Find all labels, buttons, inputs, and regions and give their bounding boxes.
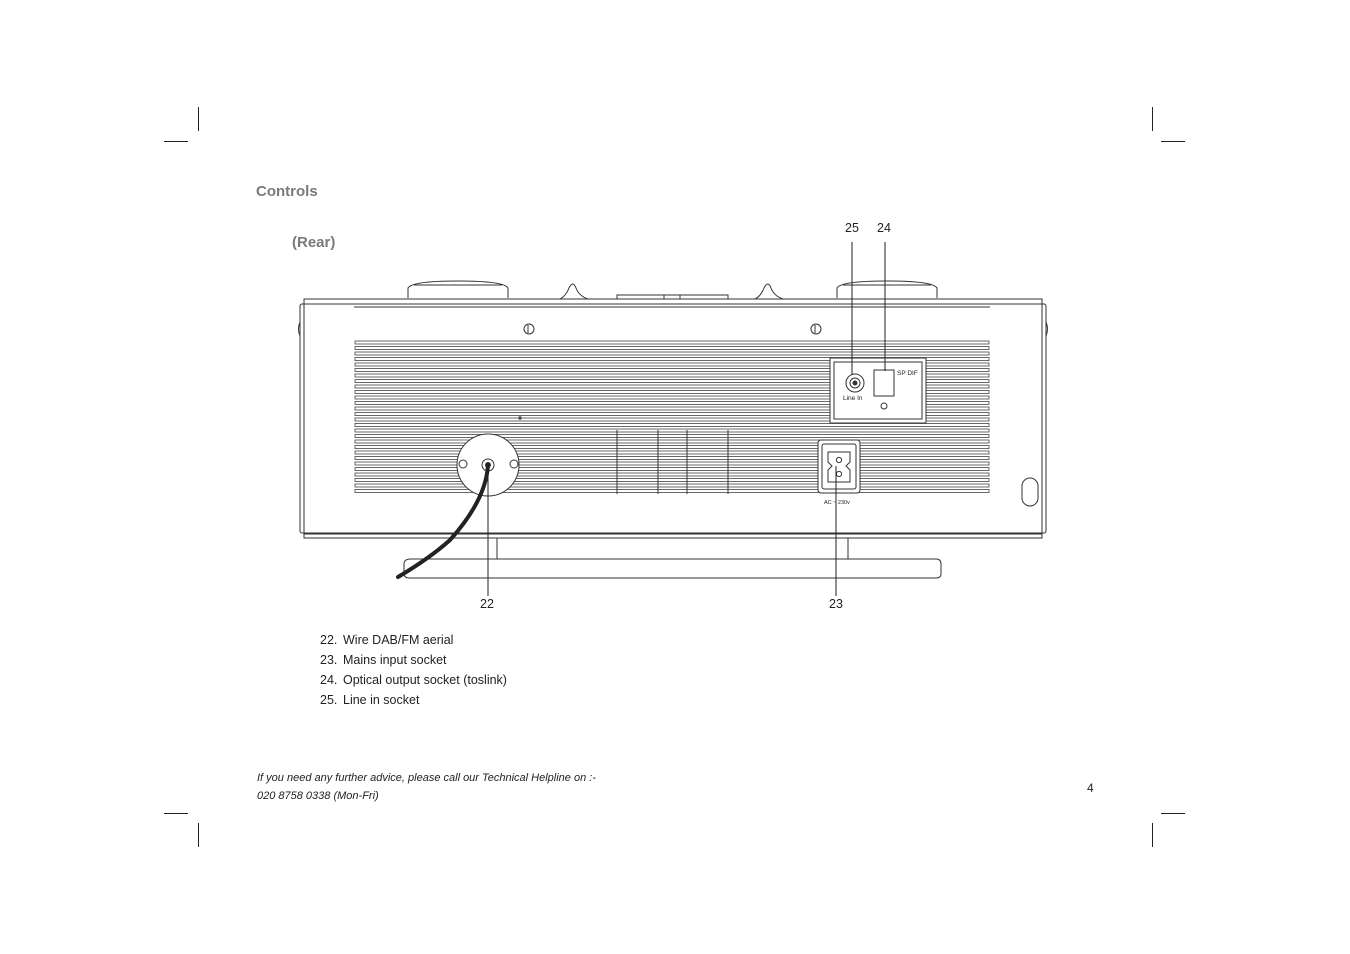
legend-item (320, 692, 507, 712)
controls-legend (320, 632, 507, 712)
line-in-label: Line In (843, 395, 863, 402)
legend-number: 25. (320, 693, 338, 707)
helpline-phone: 020 8758 0338 (Mon-Fri) (257, 790, 379, 802)
view-label: (Rear) (292, 234, 336, 251)
grille-slat (355, 473, 989, 476)
callout-23: 23 (829, 597, 843, 611)
grille-slat (355, 479, 989, 482)
helpline-footer (257, 769, 596, 805)
page-number: 4 (1087, 781, 1094, 795)
callout-22: 22 (480, 597, 494, 611)
legend-item (320, 672, 507, 692)
grille-slat (355, 490, 989, 493)
section-title: Controls (256, 183, 318, 200)
grille-slat (355, 352, 989, 355)
legend-number: 22. (320, 633, 338, 647)
grille-slat (355, 424, 989, 427)
grille-slat (355, 440, 989, 443)
legend-item (320, 652, 507, 672)
legend-number: 23. (320, 653, 338, 667)
legend-text: Mains input socket (343, 653, 447, 667)
grille-slat (355, 468, 989, 471)
grille-slat (355, 484, 989, 487)
legend-text: Wire DAB/FM aerial (343, 633, 454, 647)
legend-item (320, 632, 507, 652)
grille-slat (355, 446, 989, 449)
grille-slat (355, 457, 989, 460)
helpline-text: If you need any further advice, please call our Technical Helpline on :- (257, 772, 596, 784)
grille-slat (355, 347, 989, 350)
ac-voltage-label: AC ~ 230v (824, 500, 850, 506)
legend-number: 24. (320, 673, 338, 687)
grille-slat (355, 462, 989, 465)
callout-25: 25 (845, 221, 859, 235)
spdif-label: SP DIF (897, 370, 918, 377)
legend-text: Optical output socket (toslink) (343, 673, 507, 687)
grille-slat (355, 451, 989, 454)
legend-text: Line in socket (343, 693, 420, 707)
grille-slat (355, 341, 989, 344)
grille-slat (355, 429, 989, 432)
grille-slat (355, 435, 989, 438)
callout-24: 24 (877, 221, 891, 235)
